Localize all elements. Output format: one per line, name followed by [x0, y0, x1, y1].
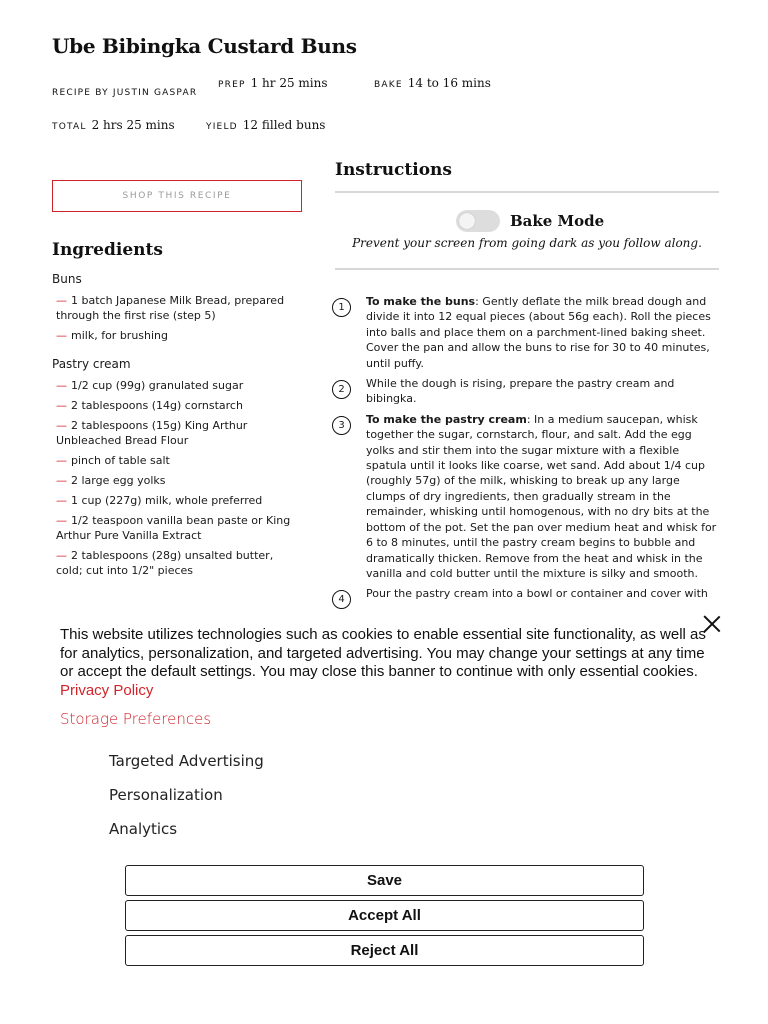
ingredient-item — [52, 453, 302, 468]
bake-time — [374, 76, 491, 90]
shop-this-recipe-button[interactable]: SHOP THIS RECIPE — [52, 180, 302, 212]
step-lead: To make the pastry cream — [366, 412, 527, 426]
ingredient-item — [52, 378, 302, 393]
dash-icon: — — [56, 329, 67, 342]
prep-value: 1 hr 25 mins — [250, 76, 328, 90]
cookie-banner-text — [60, 626, 710, 700]
total-label: TOTAL — [52, 122, 87, 132]
step-text: : In a medium saucepan, whisk together the sugar, cornstarch, flour, and salt. Add the egg yolks and stir them into the sugar mixture with a flexible spatula until it looks like coarse, wet sand. Add about 1/4 cup (roughly 57g) of the milk, whisking to break up any large clumps of dry ingredients, then gradually stream in the remainder, whisking until homogenous, with no dry bits at the bottom of the pot. Set the pan over medium heat and whisk for 6 to 8 minutes, until the pastry cream begins to bubble and dramatically thicken. Remove from the heat and whisk in the vanilla and cold butter until the mixture is silky and smooth. — [366, 412, 717, 580]
step-text: Pour the pastry cream into a bowl or container and cover with — [366, 587, 708, 601]
dash-icon: — — [56, 454, 67, 467]
save-button[interactable]: Save — [125, 865, 644, 896]
dash-icon: — — [56, 294, 67, 307]
ingredient-text: 2 tablespoons (15g) King Arthur Unbleached Bread Flour — [56, 419, 248, 447]
ingredient-text: 2 tablespoons (14g) cornstarch — [71, 399, 243, 412]
toggle-knob — [459, 213, 475, 229]
ingredient-text: 1 cup (227g) milk, whole preferred — [71, 494, 263, 507]
yield-value: 12 filled buns — [242, 118, 326, 132]
page-title: Ube Bibingka Custard Buns — [52, 34, 357, 58]
dash-icon: — — [56, 474, 67, 487]
accept-all-button[interactable]: Accept All — [125, 900, 644, 931]
step-text: : Gently deflate the milk bread dough and divide it into 12 equal pieces (about 56g each). Roll the pieces into balls and place them on a parchment-lined baking sheet. Cover the pan and allow the buns to rise for 30 to 40 minutes, until puffy. — [366, 295, 711, 370]
ingredient-text: 1/2 cup (99g) granulated sugar — [71, 379, 244, 392]
reject-all-button[interactable]: Reject All — [125, 935, 644, 966]
recipe-yield — [206, 118, 325, 132]
ingredient-item — [52, 398, 302, 413]
ingredient-group-title: Pastry cream — [52, 357, 131, 371]
instructions-heading: Instructions — [335, 160, 452, 180]
total-value: 2 hrs 25 mins — [91, 118, 175, 132]
ingredient-item — [52, 293, 302, 323]
instruction-step — [330, 376, 720, 407]
ingredient-text: 1/2 teaspoon vanilla bean paste or King Arthur Pure Vanilla Extract — [56, 514, 291, 542]
bake-value: 14 to 16 mins — [407, 76, 491, 90]
ingredient-group-title: Buns — [52, 272, 82, 286]
prep-time — [218, 76, 328, 90]
ingredients-heading: Ingredients — [52, 240, 163, 260]
bake-mode — [456, 210, 604, 232]
recipe-by-label: RECIPE BY JUSTIN GASPAR — [52, 88, 198, 98]
storage-preferences-link[interactable]: Storage Preferences — [60, 710, 212, 728]
step-text: While the dough is rising, prepare the pastry cream and bibingka. — [366, 377, 675, 406]
ingredient-item — [52, 493, 302, 508]
ingredient-text: 2 tablespoons (28g) unsalted butter, cold; cut into 1/2" pieces — [56, 549, 274, 577]
recipe-author — [52, 84, 202, 98]
total-time — [52, 118, 175, 132]
step-number: 2 — [332, 380, 351, 399]
ingredient-item — [52, 418, 302, 448]
prep-label: PREP — [218, 80, 246, 90]
divider — [335, 268, 719, 270]
ingredients-list — [52, 272, 302, 583]
privacy-policy-link[interactable]: Privacy Policy — [60, 681, 154, 699]
bake-mode-toggle[interactable] — [456, 210, 500, 232]
pref-analytics[interactable]: Analytics — [109, 820, 178, 838]
instruction-step — [330, 412, 720, 581]
bake-mode-subtitle: Prevent your screen from going dark as you follow along. — [352, 236, 702, 250]
ingredient-text: 1 batch Japanese Milk Bread, prepared through the first rise (step 5) — [56, 294, 285, 322]
pref-targeted-advertising[interactable]: Targeted Advertising — [109, 752, 264, 770]
dash-icon: — — [56, 514, 67, 527]
ingredient-item — [52, 513, 302, 543]
step-lead: To make the buns — [366, 295, 476, 308]
ingredient-item — [52, 548, 302, 578]
step-number: 4 — [332, 590, 351, 609]
dash-icon: — — [56, 419, 67, 432]
instruction-step — [330, 294, 720, 371]
divider — [335, 191, 719, 193]
ingredient-text: milk, for brushing — [71, 329, 169, 342]
ingredient-text: pinch of table salt — [71, 454, 170, 467]
dash-icon: — — [56, 494, 67, 507]
yield-label: YIELD — [206, 122, 238, 132]
bake-label: BAKE — [374, 80, 403, 90]
dash-icon: — — [56, 379, 67, 392]
ingredient-item — [52, 473, 302, 488]
step-number: 1 — [332, 298, 351, 317]
bake-mode-label: Bake Mode — [510, 212, 605, 230]
cookie-message: This website utilizes technologies such as cookies to enable essential site functionality, as well as for analytics, personalization, and targeted advertising. You may change your settings at any time or accept the default settings. You may close this banner to continue with only essential cookies. — [60, 626, 706, 680]
instruction-steps — [330, 294, 720, 607]
step-number: 3 — [332, 416, 351, 435]
instruction-step — [330, 586, 720, 606]
dash-icon: — — [56, 549, 67, 562]
ingredient-item — [52, 328, 302, 343]
dash-icon: — — [56, 399, 67, 412]
pref-personalization[interactable]: Personalization — [109, 786, 223, 804]
ingredient-text: 2 large egg yolks — [71, 474, 166, 487]
